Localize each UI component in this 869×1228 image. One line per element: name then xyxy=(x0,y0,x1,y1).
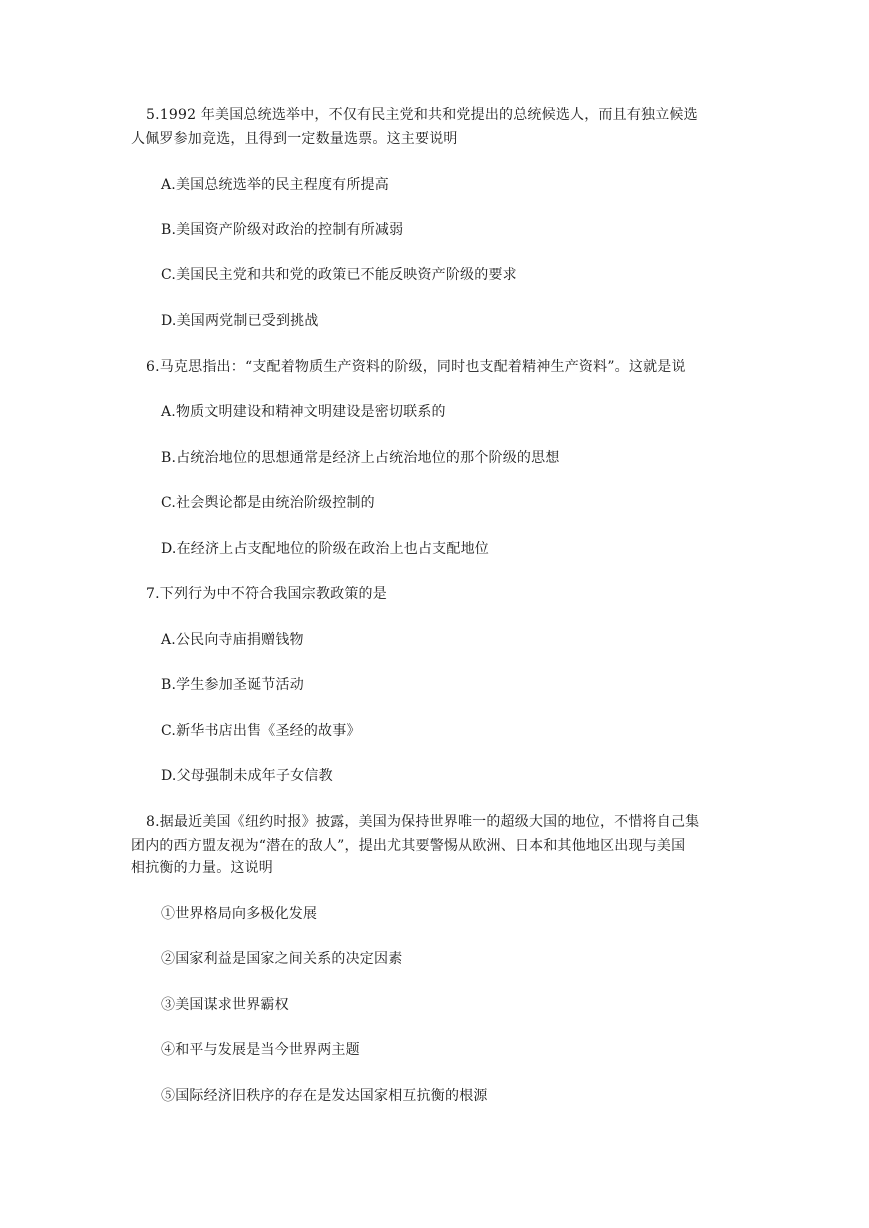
question-8-option-1: ①世界格局向多极化发展 xyxy=(161,906,318,922)
question-8-option-3: ③美国谋求世界霸权 xyxy=(161,997,289,1013)
question-8-option-5: ⑤国际经济旧秩序的存在是发达国家相互抗衡的根源 xyxy=(161,1088,488,1104)
question-6-stem-line-1: 6.马克思指出：“支配着物质生产资料的阶级，同时也支配着精神生产资料”。这就是说 xyxy=(146,359,686,375)
question-8-option-2: ②国家利益是国家之间关系的决定因素 xyxy=(161,951,403,967)
question-5-option-c: C.美国民主党和共和党的政策已不能反映资产阶级的要求 xyxy=(161,267,517,283)
question-7-option-a: A.公民向寺庙捐赠钱物 xyxy=(161,632,304,648)
question-7-stem-line-1: 7.下列行为中不符合我国宗教政策的是 xyxy=(146,586,387,602)
question-7-option-b: B.学生参加圣诞节活动 xyxy=(161,677,304,693)
question-6-option-a: A.物质文明建设和精神文明建设是密切联系的 xyxy=(161,404,446,420)
question-8-stem-line-3: 相抗衡的力量。这说明 xyxy=(131,860,273,876)
question-5-option-a: A.美国总统选举的民主程度有所提高 xyxy=(161,177,389,193)
question-5-stem-line-1: 5.1992 年美国总统选举中，不仅有民主党和共和党提出的总统候选人，而且有独立候选 xyxy=(146,107,698,123)
question-6-option-c: C.社会舆论都是由统治阶级控制的 xyxy=(161,495,375,511)
question-7-option-d: D.父母强制未成年子女信教 xyxy=(161,768,333,784)
question-5-option-d: D.美国两党制已受到挑战 xyxy=(161,313,319,329)
question-8-option-4: ④和平与发展是当今世界两主题 xyxy=(161,1042,360,1058)
question-5-option-b: B.美国资产阶级对政治的控制有所减弱 xyxy=(161,222,404,238)
question-6-option-b: B.占统治地位的思想通常是经济上占统治地位的那个阶级的思想 xyxy=(161,450,560,466)
question-8-stem-line-2: 团内的西方盟友视为“潜在的敌人”，提出尤其要警惕从欧洲、日本和其他地区出现与美国 xyxy=(131,838,686,854)
question-6-option-d: D.在经济上占支配地位的阶级在政治上也占支配地位 xyxy=(161,541,489,557)
question-7-option-c: C.新华书店出售《圣经的故事》 xyxy=(161,723,361,739)
question-5-stem-line-2: 人佩罗参加竞选，且得到一定数量选票。这主要说明 xyxy=(131,131,458,147)
question-8-stem-line-1: 8.据最近美国《纽约时报》披露，美国为保持世界唯一的超级大国的地位，不惜将自己集 xyxy=(146,814,700,830)
